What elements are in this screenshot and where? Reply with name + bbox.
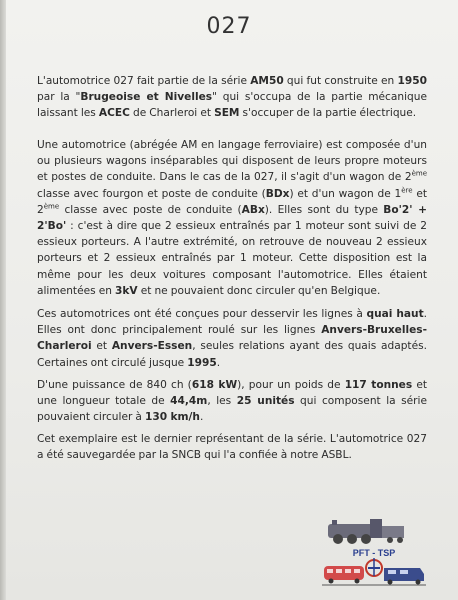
text-run: ) et d'un wagon de 1 <box>289 187 402 200</box>
bold-text: 130 km/h <box>144 411 200 424</box>
bold-text: Brugeoise et Nivelles <box>80 91 213 104</box>
text-run: et ne pouvaient donc circuler qu'en Belgique. <box>137 284 381 297</box>
text-run: s'occuper de la partie électrique. <box>239 107 417 120</box>
text-run: . <box>199 411 204 424</box>
text-run: Cet exemplaire est le dernier représentant de la série. L'automotrice 027 a été sauvegardée par la SNCB qui l'a confiée à notre ASBL. <box>37 433 427 462</box>
bold-text: SEM <box>214 107 240 120</box>
bold-text: 1950 <box>397 75 427 87</box>
text-run: et <box>91 340 112 353</box>
text-run: classe avec fourgon et poste de conduite ( <box>37 187 266 200</box>
bold-text: quai haut <box>366 308 424 320</box>
text-run: qui composent la série pouvaient circuler à <box>37 395 427 424</box>
pft-tsp-logo <box>322 518 426 590</box>
board-edge-shadow <box>0 0 6 600</box>
text-run: : c'est à dire que 2 essieux entraînés par 1 moteur sont suivi de 2 essieux porteurs. A l'autre extrémité, on retrouve de nouveau 2 essieux porteurs et 2 essieux entraînés par 1 moteur. Cette disposition est la même pour les deux voitures composant l'automotrice. Elles étaient alimentées en <box>37 220 427 297</box>
text-run: par la " <box>37 91 81 104</box>
paragraph-preservation <box>37 431 427 463</box>
text-run: qui fut construite en <box>283 75 398 87</box>
bold-text: Bo'2' + 2'Bo' <box>37 203 427 233</box>
bold-text: Anvers-Bruxelles-Charleroi <box>37 324 427 353</box>
text-run: D'une puissance de 840 ch ( <box>37 379 192 391</box>
superscript-text: ère <box>401 186 413 195</box>
bold-text: ABx <box>241 203 265 216</box>
text-run: de Charleroi et <box>129 107 215 120</box>
bold-text: 44,4m <box>170 395 208 408</box>
bold-text: 618 kW <box>191 379 238 391</box>
bold-text: ACEC <box>98 107 130 120</box>
red-railcar-icon <box>324 566 364 584</box>
text-run: " qui s'occupa de la partie mécanique laissant les <box>37 91 427 120</box>
bold-text: Anvers-Essen <box>111 340 193 353</box>
superscript-text: ème <box>43 202 60 211</box>
bold-text: 25 unités <box>236 395 295 408</box>
steam-locomotive-icon <box>328 519 404 544</box>
bold-text: BDx <box>265 187 290 200</box>
text-run: . Elles ont donc principalement roulé sur les lignes <box>37 308 428 337</box>
text-run: . <box>216 356 221 369</box>
text-run: ). Elles sont du type <box>264 203 384 216</box>
bold-text: 1995 <box>187 356 217 369</box>
bold-text: AM50 <box>250 75 284 87</box>
paragraph-specifications <box>37 377 427 426</box>
text-run: ), pour un poids de <box>237 379 345 391</box>
bold-text: 3kV <box>115 284 138 297</box>
text-run: L'automotrice 027 fait partie de la série <box>37 75 251 87</box>
page-title: 027 <box>206 14 252 39</box>
text-run: , les <box>207 395 237 408</box>
text-run: Une automotrice (abrégée AM en langage ferroviaire) est composée d'un ou plusieurs wagons inséparables qui disposent de leurs propre moteurs et postes de conduite. Dans le cas de la 027, il s'agit d'un wagon de 2 <box>37 139 427 184</box>
logo-text: PFT - TSP <box>352 548 396 558</box>
blue-locomotive-icon <box>384 568 424 585</box>
paragraph-service-lines <box>37 306 427 371</box>
text-run: Ces automotrices ont été conçues pour desservir les lignes à <box>37 308 367 320</box>
rail-symbol-icon <box>366 558 382 576</box>
paragraph-composition <box>37 137 427 299</box>
superscript-text: ème <box>411 169 427 178</box>
text-run: et 2 <box>37 187 427 216</box>
text-run: , seules relations ayant des quais adaptés. Certaines ont circulé jusque <box>37 340 427 369</box>
text-run: et une longueur totale de <box>37 379 427 408</box>
paragraph-history <box>37 73 427 122</box>
bold-text: 117 tonnes <box>344 379 413 391</box>
text-run: classe avec poste de conduite ( <box>59 203 242 216</box>
